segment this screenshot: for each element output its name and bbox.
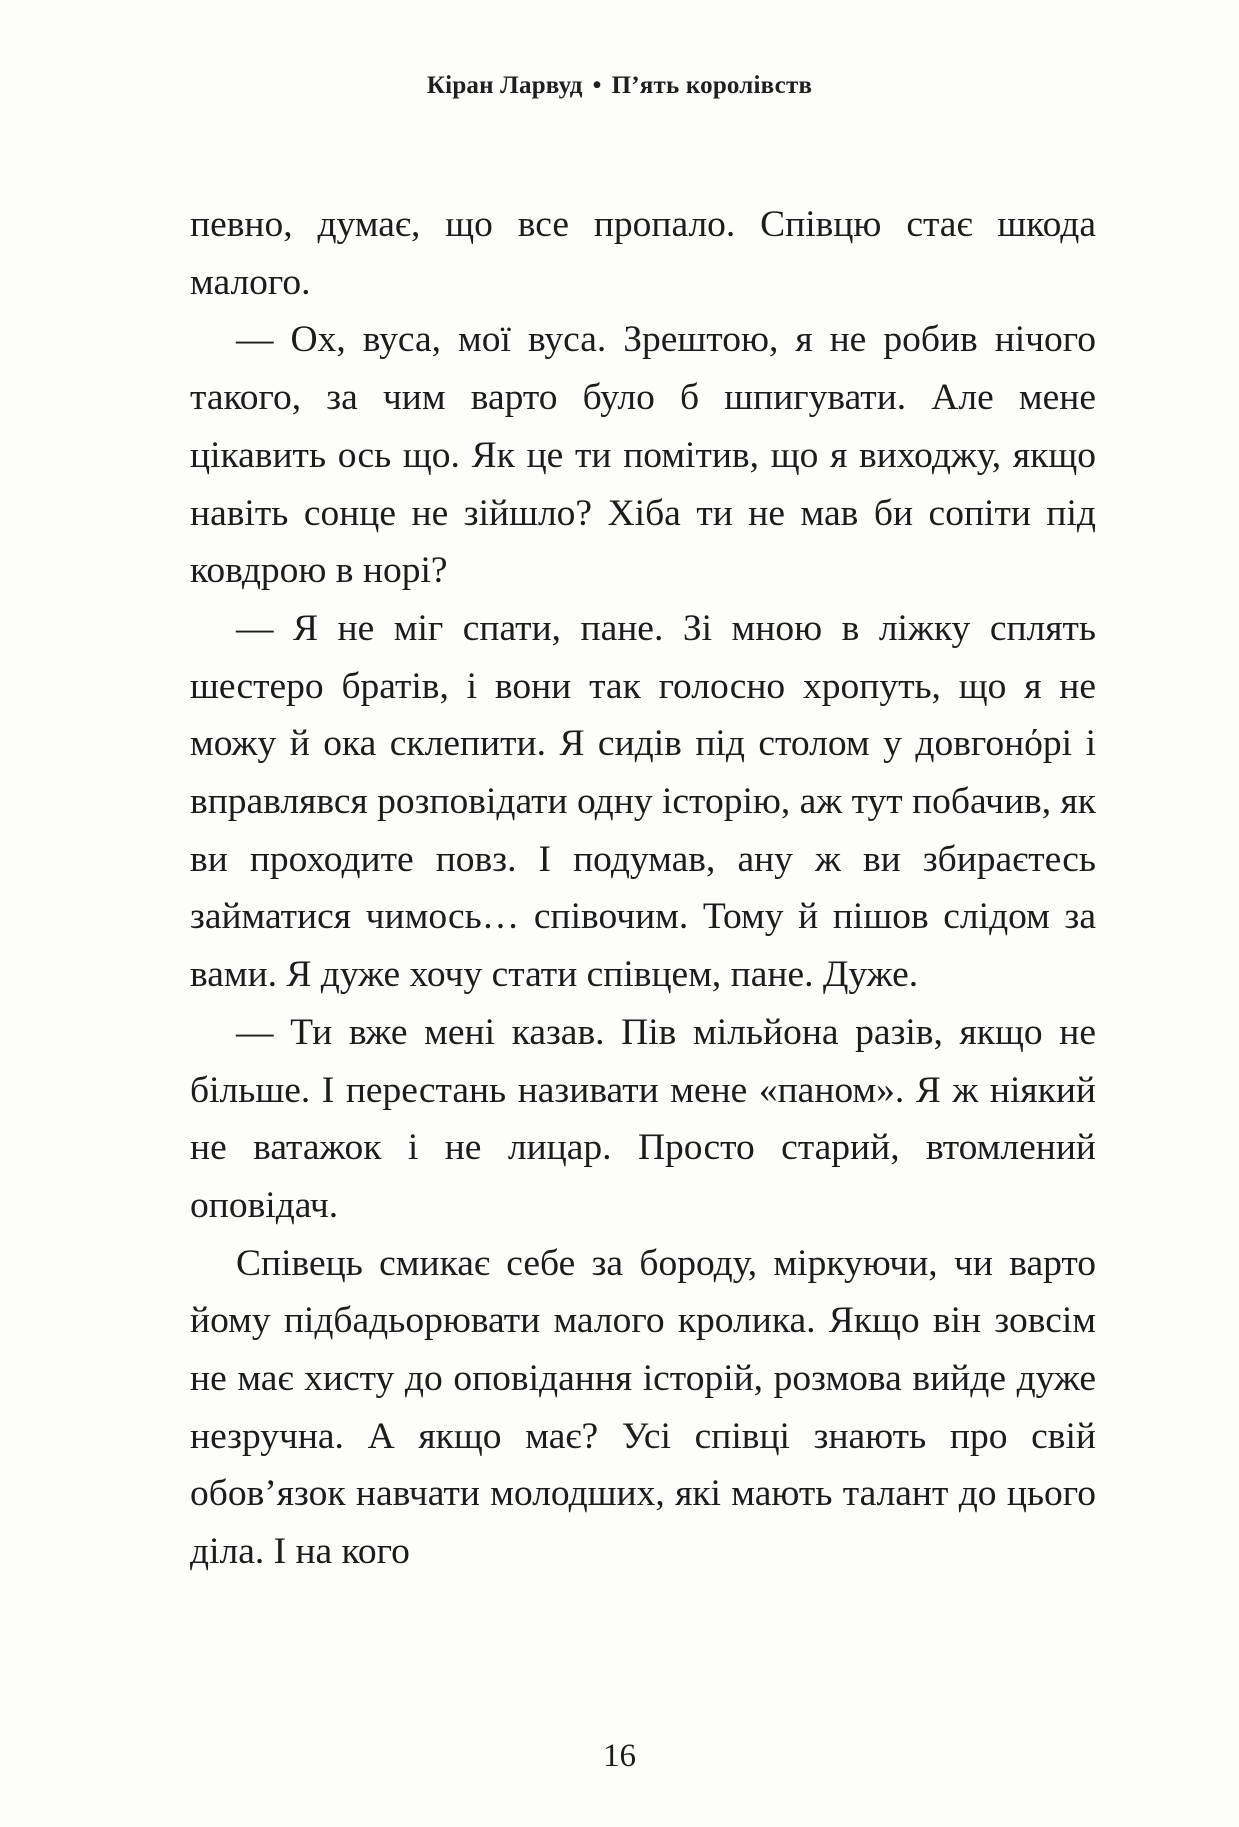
header-author: Кіран Ларвуд [426, 72, 583, 99]
running-header [0, 72, 1239, 100]
page-number: 16 [603, 1738, 636, 1774]
paragraph-1: певно, думає, що все пропало. Співцю стає шкода малого. [190, 204, 1096, 303]
header-title: П’ять королівств [611, 72, 813, 99]
paragraph-4: — Ти вже мені казав. Пів мільйона разів, якщо не більше. І перестань називати мене «паном». Я ж ніякий не ватажок і не лицар. Просто старий, втомлений оповідач. [190, 1011, 1096, 1226]
paragraph-5: Співець смикає себе за бороду, міркуючи, чи варто йому підбадьорювати малого кролика. Якщо він зовсім не має хисту до оповідання історій, розмова вийде дуже незручна. А якщо має? Усі співці знають про свій обов’язок навчати молодших, які мають талант до цього діла. І на кого [190, 1242, 1096, 1573]
paragraph-2: — Ох, вуса, мої вуса. Зрештою, я не робив нічого такого, за чим варто було б шпигувати. Але мене цікавить ось що. Як це ти помітив, що я виходжу, якщо навіть сонце не зійшло? Хіба ти не мав би сопіти під ковдрою в норі? [190, 319, 1096, 592]
paragraph-3: — Я не міг спати, пане. Зі мною в ліжку сплять шестеро братів, і вони так голосно хропуть, що я не можу й ока склепити. Я сидів під столом у довгонόрі і вправлявся розповідати одну історію, аж тут побачив, як ви проходите повз. І подумав, ану ж ви збираєтесь займатися чимось… співочим. Тому й пішов слідом за вами. Я дуже хочу стати співцем, пане. Дуже. [190, 607, 1096, 996]
header-separator: • [592, 72, 602, 99]
body-text [190, 196, 1096, 1581]
